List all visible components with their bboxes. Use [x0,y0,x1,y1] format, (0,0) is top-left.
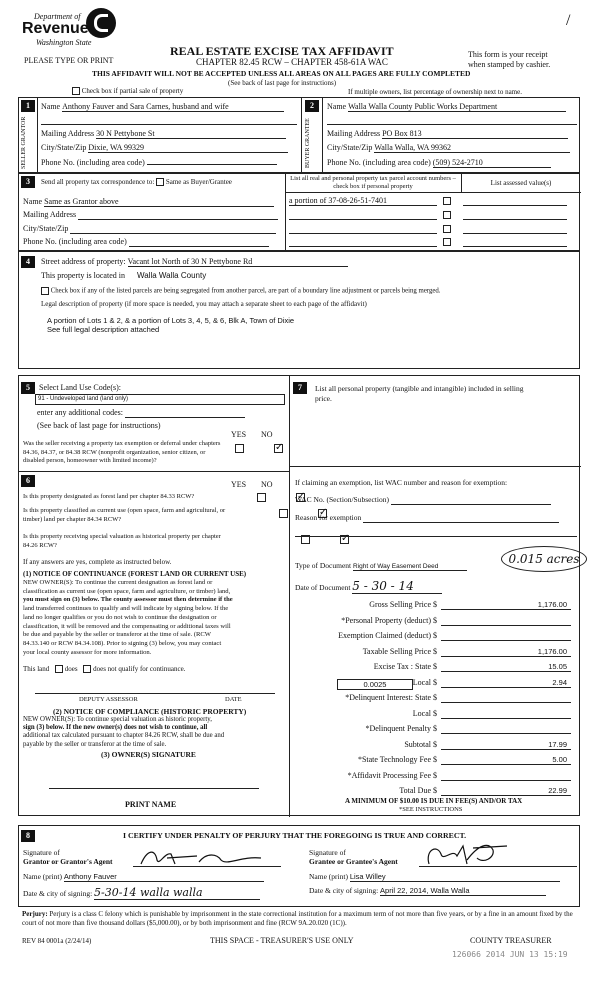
wac-field[interactable] [391,495,551,505]
grantee-name-row: Name (print) Lisa Willey [309,872,560,882]
perjury-note: Perjury: Perjury is a class C felony which is punishable by imprisonment in the state correctional institution for a maximum term of not more than five years, or by a fine in an amount fixed by the court of not more than five thousand dollars ($5,000.00), or by both imprisonment and fine (RCW 9A.20.020 (1C)). [22,910,573,927]
tax-row-value[interactable] [441,693,571,703]
corr-name-row: Name Same as Grantor above [23,197,285,207]
owner-signature-line[interactable] [49,788,259,789]
tax-row [291,740,577,752]
if-yes-note: If any answers are yes, complete as instructed below. [23,558,172,566]
parcel-header: List all real and personal property tax parcel account numbers – check box if personal property [290,175,456,190]
exemption-question: Was the seller receiving a property tax exemption or deferral under chapters 84.36, 84.37, or 84.38 RCW (nonprofit organization, senior citizen, or disabled person, homeowner with limited income)? [23,440,221,464]
tax-row-label: Taxable Selling Price [362,646,431,656]
form-warning: THIS AFFIDAVIT WILL NOT BE ACCEPTED UNLESS ALL AREAS ON ALL PAGES ARE FULLY COMPLETED [92,69,471,78]
grantor-sig-label: Signature of Grantor or Grantor's Agent [23,848,113,866]
doc-date-field[interactable]: 5 - 30 - 14 [352,579,442,594]
section-3 [18,173,580,251]
tax-row-dollar: $ [433,708,437,718]
treasurer-space: THIS SPACE - TREASURER'S USE ONLY [210,936,354,945]
buyer-city-field[interactable]: Walla Walla, WA 99362 [374,143,570,153]
local-rate-value: 0.0025 [363,680,387,689]
assessed-3-field[interactable] [463,224,567,234]
tax-row-value[interactable]: 22.99 [441,786,571,796]
county-treasurer: COUNTY TREASURER [470,936,552,945]
doc-type-field[interactable]: Right of Way Easement Deed [353,563,467,571]
personal-property-label-1: List all personal property (tangible and intangible) included in selling [315,384,524,393]
additional-codes-field[interactable] [125,408,245,418]
grantor-name-field[interactable]: Anthony Fauver [64,872,264,882]
section-7-number: 7 [293,382,307,394]
continuance-text: NEW OWNER(S): To continue the current designation as forest land or classification as current use (open space, farm and agriculture, or timber) land, you must sign on (3) below. The county assessor must then determine if the land transferred continues to qualify and will indicate by signing below. If the land no longer qualifies or you do not wish to continue the designation or classification, it will be removed and the compensating or additional taxes will be due and payable by the seller or transferor at the time of sale. (RCW 84.33.140 or RCW 84.34.108). Prior to signing (3) below, you may contact your local county assessor for more information. [23,579,233,656]
compliance-text: NEW OWNER(S): To continue special valuation as historic property, sign (3) below. If the new owner(s) does not wish to continue, all additional tax calculated pursuant to chapter 84.26 RCW, shall be due and payable by the seller or transferor at the time of sale. [23,716,225,748]
parcel-4-checkbox[interactable] [443,238,451,246]
section-5-7 [18,375,580,816]
parcel-1-checkbox[interactable] [443,197,451,205]
exemption-claim-label: If claiming an exemption, list WAC number and reason for exemption: [295,478,508,487]
assessed-header: List assessed value(s) [490,179,552,187]
seller-phone-field[interactable] [147,164,277,165]
seller-name-field[interactable]: Anthony Fauver and Sara Carnes, husband and wife [62,102,284,112]
tax-row-dollar: $ [433,677,437,687]
tax-row-label: Excise Tax : State [373,662,431,671]
grantor-date-row: Date & city of signing: 5-30-14 walla walla [23,886,260,900]
doc-date-row: Date of Document 5 - 30 - 14 [295,579,442,594]
tax-row-dollar: $ [433,739,437,749]
tax-row-value[interactable]: 15.05 [441,662,571,672]
tax-row-dollar: $ [433,724,437,733]
section-1-2 [18,97,580,173]
form-chapters: CHAPTER 82.45 RCW – CHAPTER 458-61A WAC [196,57,388,67]
grantor-date-field[interactable]: 5-30-14 walla walla [94,886,260,900]
section-3-number: 3 [21,176,35,188]
forest-question: Is this property designated as forest land per chapter 84.33 RCW? [23,493,195,500]
tax-row-dollar: $ [433,615,437,625]
corr-city-field[interactable] [70,224,276,234]
cashier-stamp: 126066 2014 JUN 13 15:19 [452,950,568,959]
wac-row: WAC No. (Section/Subsection) [295,495,551,505]
see-instructions: *SEE INSTRUCTIONS [399,806,463,813]
tax-row-label: Local [412,708,431,718]
parcel-2-checkbox[interactable] [443,211,451,219]
located-value: Walla Walla County [136,271,207,280]
segregated-checkbox[interactable] [41,287,49,295]
corr-phone-row: Phone No. (including area code) [23,237,285,247]
parcel-row-2 [289,210,567,220]
tax-row-dollar: $ [433,646,437,656]
section-4-number: 4 [21,256,35,268]
tax-row-dollar: $ [433,693,437,702]
section-8-number: 8 [21,830,35,842]
dor-logo [22,6,118,50]
land-use-select[interactable] [35,394,285,405]
tax-row-value[interactable]: 1,176.00 [441,647,571,657]
tax-row-dollar: $ [433,600,437,609]
does-not-qualify-checkbox[interactable] [83,665,91,673]
tax-row [291,724,577,736]
located-row: This property is located in Walla Walla County [41,271,207,280]
tax-row-label: *Delinquent Interest: State [345,693,431,702]
tax-row-label: *Affidavit Processing Fee [347,770,431,780]
section-2-number: 2 [305,100,319,112]
parcel-3-field[interactable] [289,224,437,234]
partial-sale-row [72,87,183,95]
parcel-4-field[interactable] [289,237,437,247]
tax-row-value[interactable] [441,616,571,626]
tax-row-value[interactable]: 5.00 [441,755,571,765]
tax-row [291,631,577,643]
assessed-4-field[interactable] [463,237,567,247]
tax-row-value[interactable] [441,631,571,641]
corr-mailing-row: Mailing Address [23,210,285,220]
tax-row-dollar: $ [433,662,437,671]
corr-name-field[interactable]: Same as Grantor above [44,197,274,207]
tax-row-value[interactable] [441,709,571,719]
compliance-title: (2) NOTICE OF COMPLIANCE (HISTORIC PROPERTY) [53,707,247,716]
exemption-yes-checkbox[interactable] [235,444,244,453]
grantee-date-row: Date & city of signing: April 22, 2014, Walla Walla [309,886,546,896]
tax-row-value[interactable] [441,724,571,734]
tax-row-dollar: $ [433,631,437,640]
parcel-1-field[interactable]: a portion of 37-08-26-51-7401 [289,196,437,206]
grantee-sig-label: Signature of Grantee or Grantee's Agent [309,848,398,866]
see-back-note: (See back of last page for instructions) [228,79,337,87]
sec6-yes: YES [231,480,247,489]
dept-line2: Revenue [22,20,89,37]
grantee-name-field[interactable]: Lisa Willey [350,872,560,882]
corr-phone-field[interactable] [129,237,269,247]
seller-city-field[interactable]: Dixie, WA 99329 [88,143,288,153]
assessed-2-field[interactable] [463,210,567,220]
owner-signature-label: (3) OWNER(S) SIGNATURE [101,750,196,759]
rev-number: REV 84 0001a (2/24/14) [22,937,92,945]
section-5-number: 5 [21,382,35,394]
seller-name-row: Name Anthony Fauver and Sara Carnes, husband and wife [41,102,297,112]
tax-row-label: *Personal Property (deduct) [341,615,431,625]
sec6-no: NO [261,480,273,489]
forest-yes-checkbox[interactable] [257,493,266,502]
buyer-city-row: City/State/Zip Walla Walla, WA 99362 [327,143,577,153]
tax-row-value[interactable]: 2.94 [441,678,571,688]
tax-row [291,693,577,705]
parcel-row-4 [289,237,567,247]
tax-row-dollar: $ [433,786,437,795]
legal-label: Legal description of property (if more space is needed, you may attach a separate sheet to each page of the affidavit) [41,300,367,308]
tax-row-label: Subtotal [404,739,431,749]
section-4 [18,251,580,369]
tax-row-label: Gross Selling Price [369,600,431,609]
seller-mailing-row: Mailing Address 30 N Pettybone St [41,129,297,139]
same-as-buyer-checkbox[interactable] [156,178,164,186]
deputy-assessor-label: DEPUTY ASSESSOR [79,696,138,703]
seller-phone-row: Phone No. (including area code) [41,158,297,167]
type-or-print: PLEASE TYPE OR PRINT [24,56,114,65]
tax-row-label: Local [412,677,431,687]
land-use-label: Select Land Use Code(s): [39,383,121,392]
street-row: Street address of property: Vacant lot North of 30 N Pettybone Rd [41,257,348,267]
grantee-signature-scribble [423,840,513,870]
receipt-note-1: This form is your receipt [468,50,548,59]
tax-row-label: Total Due [399,786,431,795]
tax-row-value[interactable]: 17.99 [441,740,571,750]
buyer-name-row: Name Walla Walla County Public Works Department [327,102,577,112]
tax-row [291,600,577,612]
seller-side-label: SELLER GRANTOR [21,116,27,170]
tax-row-dollar: $ [433,755,437,764]
tax-row [291,647,577,659]
tax-row-dollar: $ [433,770,437,780]
tax-row [291,755,577,767]
tax-row-value[interactable]: 1,176.00 [441,600,571,610]
legal-line-1: A portion of Lots 1 & 2, & a portion of Lots 3, 4, 5, & 6, Blk A, Town of Dixie [47,316,295,325]
buyer-phone-row: Phone No. (including area code) (509) 524-2710 [327,158,577,168]
current-use-yes-checkbox[interactable] [279,509,288,518]
buyer-phone-field[interactable]: (509) 524-2710 [433,158,551,168]
buyer-mailing-field[interactable]: PO Box 813 [382,129,568,139]
additional-codes-row: enter any additional codes: [37,408,245,418]
buyer-name-field[interactable]: Walla Walla County Public Works Department [348,102,566,112]
form-title: REAL ESTATE EXCISE TAX AFFIDAVIT [170,44,394,58]
parcel-2-field[interactable] [289,210,437,220]
qualify-row: This land does does not qualify for continuance. [23,665,186,673]
section-8 [18,825,580,907]
correspondence-row: Send all property tax correspondence to: Same as Buyer/Grantee [41,178,232,186]
sec5-no: NO [261,430,273,439]
partial-sale-checkbox[interactable] [72,87,80,95]
partial-sale-label: Check box if partial sale of property [81,87,184,95]
print-name-label: PRINT NAME [125,800,177,809]
tax-row-label: Exemption Claimed (deduct) [338,631,431,640]
tax-row [291,662,577,674]
receipt-note-2: when stamped by cashier. [468,60,551,69]
continuance-title: (1) NOTICE OF CONTINUANCE (FOREST LAND OR CURRENT USE) [23,570,247,578]
grantor-signature-scribble [137,846,267,870]
current-use-question: Is this property classified as current use (open space, farm and agricultural, or timber) land per chapter 84.34 RCW? [23,507,226,523]
sec5-yes: YES [231,430,247,439]
assessed-1-field[interactable] [463,196,567,206]
doc-type-row: Type of Document Right of Way Easement Deed [295,561,467,571]
tax-row-label: *State Technology Fee [357,755,431,764]
does-qualify-checkbox[interactable] [55,665,63,673]
tax-row-value[interactable] [441,771,571,781]
tax-row [291,771,577,783]
grantor-name-row: Name (print) Anthony Fauver [23,872,264,882]
seller-mailing-field[interactable]: 30 N Pettybone St [96,129,286,139]
acres-handwritten-note: 0.015 acres [501,546,587,572]
buyer-side-label: BUYER GRANTEE [305,118,311,168]
page-mark: / [566,12,571,29]
legal-line-2: See full legal description attached [47,325,160,334]
seller-city-row: City/State/Zip Dixie, WA 99329 [41,143,297,153]
land-use-value: 91 - Undeveloped land (land only) [38,396,129,402]
multiple-owners-note: If multiple owners, list percentage of ownership next to name. [348,88,522,96]
land-use-see-back: (See back of last page for instructions) [37,421,161,430]
tax-row [291,616,577,628]
segregated-row: Check box if any of the listed parcels are being segregated from another parcel, are part of a boundary line adjustment or parcels being merged. [41,287,441,295]
certify-statement: I CERTIFY UNDER PENALTY OF PERJURY THAT THE FOREGOING IS TRUE AND CORRECT. [123,831,467,840]
reason-row: Reason for exemption [295,513,559,523]
buyer-mailing-row: Mailing Address PO Box 813 [327,129,577,139]
local-rate-box[interactable] [337,679,413,690]
deputy-date-label: DATE [225,696,242,703]
street-field[interactable]: Vacant lot North of 30 N Pettybone Rd [128,257,348,267]
section-6-number: 6 [21,475,35,487]
parcel-3-checkbox[interactable] [443,225,451,233]
exemption-no-checkbox[interactable] [274,444,283,453]
dept-line1: Department of [34,12,81,21]
dept-line3: Washington State [36,38,92,47]
tax-row [291,709,577,721]
reason-field[interactable] [363,513,559,523]
parcel-row-3 [289,224,567,234]
parcel-row-1 [289,196,567,206]
section-1-number: 1 [21,100,35,112]
tax-row-label: *Delinquent Penalty [365,724,431,733]
grantee-date-field[interactable]: April 22, 2014, Walla Walla [380,886,546,896]
corr-city-row: City/State/Zip [23,224,285,234]
personal-property-label-2: price. [315,394,332,403]
corr-mailing-field[interactable] [78,210,278,220]
minimum-note: A MINIMUM OF $10.00 IS DUE IN FEE(S) AND/OR TAX [345,797,523,805]
historic-question: Is this property receiving special valuation as historical property per chapter 84.26 RCW? [23,533,221,549]
tax-row [291,678,577,690]
